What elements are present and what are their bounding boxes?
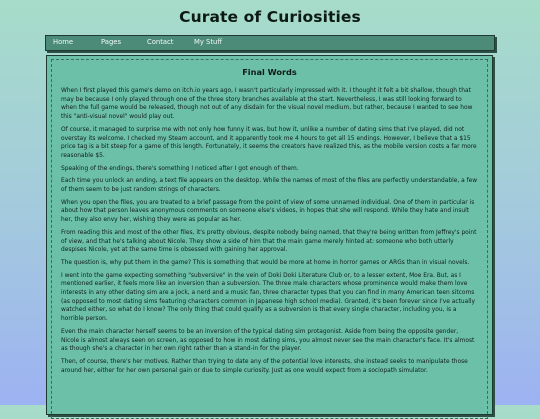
post-title: Final Words <box>242 67 297 77</box>
post-paragraph: Then, of course, there's her motives. Rather than trying to date any of the potential love interests, she instead seeks to manipulate those around her, either for her own personal gain or due to simple curiosity. Just as one would expect from a sociopath simulator. <box>61 358 468 374</box>
post-paragraph: Of course, it managed to surprise me with not only how funny it was, but how it, unlike a number of dating sims that I've played, did not overstay its welcome. I checked my Steam account, and it apparently took me 4 hours to get all 15 endings. However, I believe that a $15 price tag is a bit steep for a game of this length. Fortunately, it seems the creators have realized this, as the mobile version costs a far more reasonable $5. <box>61 126 477 159</box>
post-paragraph: When you open the files, you are treated to a brief passage from the point of view of some unnamed individual. One of them in particular is about how that person leaves anonymous comments on someone else's videos, in hopes that she will respond. While they hate and insult her, they also envy her, wishing they were as popular as her. <box>61 199 475 224</box>
post-paragraph: From reading this and most of the other files, it's pretty obvious, despite nobody being named, that they're being written from Jeffrey's point of view, and that he's talking about Nicole. They show a side of him that the main game merely hinted at: someone who both utterly despises Nicole, yet at the same time is obsessed with gaining her approval. <box>61 229 477 254</box>
nav-link-contact[interactable]: Contact <box>147 38 174 46</box>
post-paragraph: Even the main character herself seems to be an inversion of the typical dating sim protagonist. Aside from being the opposite gender, Nicole is almost always seen on screen, as opposed to how in most dating sims, you almost never see the main character's face. It's almost as though she's a character in her own right rather than a stand-in for the player. <box>61 328 475 353</box>
post-paragraph: I went into the game expecting something "subversive" in the vein of Doki Doki Literature Club or, to a lesser extent, Moe Era. But, as I mentioned earlier, it feels more like an inversion than a subversion. The three male characters whose prominence would make them love interests in any other dating sim are a jock, a nerd and a music fan, three character types that you can find in many American teen sitcoms (as opposed to most dating sims featuring characters common in Japanese high school media). Granted, it's been forever since I've actually watched either, so what do I know? The only thing that could qualify as a subversion is that every single character, including you, is a horrible person. <box>61 272 476 323</box>
nav-link-pages[interactable]: Pages <box>101 38 121 46</box>
post-paragraph: When I first played this game's demo on itch.io years ago, I wasn't particularly impressed with it. I thought it felt a bit shallow, though that may be because I only played through one of the three story branches available at the start. Nevertheless, I was still looking forward to when the full game would be released, though not out of any disdain for the visual novel medium, but rather, because I wanted to see how this "anti-visual novel" would play out. <box>61 88 473 121</box>
nav-link-my-stuff[interactable]: My Stuff <box>194 38 223 46</box>
nav-link-home[interactable]: Home <box>53 38 74 46</box>
post-paragraph: Each time you unlock an ending, a text file appears on the desktop. While the names of most of the files are perfectly understandable, a few of them seem to be just random strings of characters. <box>61 178 478 194</box>
post-content <box>51 59 488 419</box>
site-title: Curate of Curiosities <box>179 8 361 26</box>
post-paragraph: The question is, why put them in the game? This is something that would be more at home in horror games or ARGs than in visual novels. <box>61 259 470 266</box>
main-panel <box>46 55 493 415</box>
post-paragraph: Speaking of the endings, there's something I noticed after I got enough of them. <box>61 165 299 172</box>
nav-bar <box>45 35 495 51</box>
